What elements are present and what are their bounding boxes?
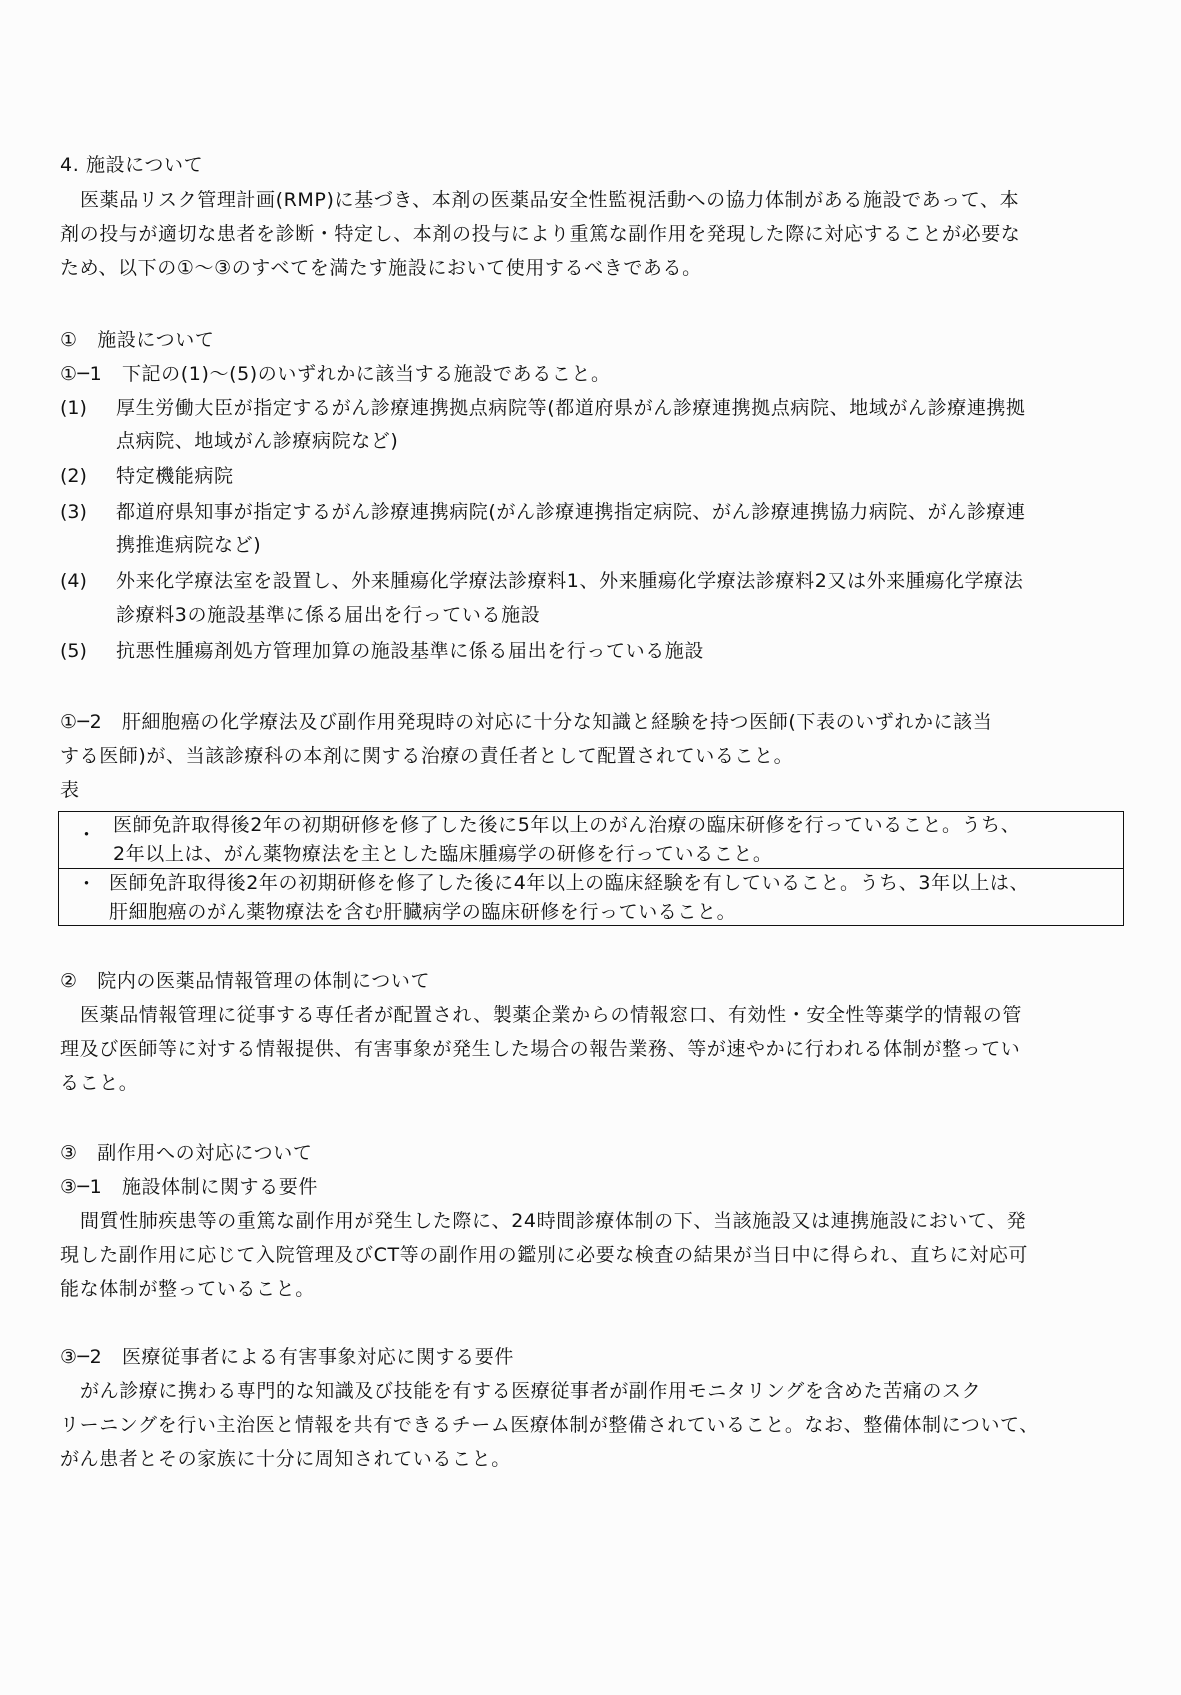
physician-requirements-table (58, 811, 1124, 926)
item-text: 特定機能病院 (116, 465, 234, 487)
table-cell-line: 医師免許取得後2年の初期研修を修了した後に4年以上の臨床経験を有していること。うち、3年以上は、 (109, 872, 1030, 894)
part1-sub1-heading: ①─1 下記の(1)～(5)のいずれかに該当する施設であること。 (60, 363, 611, 385)
part3-sub2-line-3: がん患者とその家族に十分に周知されていること。 (60, 1448, 511, 1470)
item-number: (4) (60, 570, 87, 592)
item-number: (2) (60, 465, 87, 487)
part3-sub1-line-2: 現した副作用に応じて入院管理及びCT等の副作用の鑑別に必要な検査の結果が当日中に得られ、直ちに対応可 (60, 1244, 1029, 1266)
table-cell-line: 医師免許取得後2年の初期研修を修了した後に5年以上のがん治療の臨床研修を行っていること。うち、 (113, 814, 1021, 836)
part3-sub2-line-1: がん診療に携わる専門的な知識及び技能を有する医療従事者が副作用モニタリングを含めた苦痛のスク (80, 1380, 982, 1402)
part2-line-2: 理及び医師等に対する情報提供、有害事象が発生した場合の報告業務、等が速やかに行われる体制が整ってい (60, 1038, 1021, 1060)
item-text: 点病院、地域がん診療病院など) (116, 430, 399, 452)
part3-sub1-line-3: 能な体制が整っていること。 (60, 1278, 315, 1300)
table-cell-line: 2年以上は、がん薬物療法を主とした臨床腫瘍学の研修を行っていること。 (113, 843, 773, 865)
intro-line-1: 医薬品リスク管理計画(RMP)に基づき、本剤の医薬品安全性監視活動への協力体制がある施設であって、本 (80, 189, 1020, 211)
part2-heading: ② 院内の医薬品情報管理の体制について (60, 970, 431, 992)
table-row (59, 812, 1123, 869)
item-number: (1) (60, 397, 87, 419)
item-text: 診療料3の施設基準に係る届出を行っている施設 (116, 604, 541, 626)
bullet-icon: ・ (77, 873, 97, 895)
part3-heading: ③ 副作用への対応について (60, 1142, 313, 1164)
part1-heading: ① 施設について (60, 329, 215, 351)
item-text: 抗悪性腫瘍剤処方管理加算の施設基準に係る届出を行っている施設 (116, 640, 705, 662)
part1-sub2-line-2: する医師)が、当該診療科の本剤に関する治療の責任者として配置されていること。 (60, 745, 794, 767)
item-number: (5) (60, 640, 87, 662)
table-row (59, 869, 1123, 925)
item-number: (3) (60, 501, 87, 523)
table-label: 表 (60, 779, 80, 801)
part2-line-3: ること。 (60, 1072, 139, 1094)
intro-line-3: ため、以下の①～③のすべてを満たす施設において使用するべきである。 (60, 257, 702, 279)
item-text: 携推進病院など) (116, 534, 262, 556)
item-text: 厚生労働大臣が指定するがん診療連携拠点病院等(都道府県がん診療連携拠点病院、地域がん診療連携拠 (116, 397, 1026, 419)
part3-sub2-heading: ③─2 医療従事者による有害事象対応に関する要件 (60, 1346, 514, 1368)
part3-sub1-heading: ③─1 施設体制に関する要件 (60, 1176, 318, 1198)
item-text: 都道府県知事が指定するがん診療連携病院(がん診療連携指定病院、がん診療連携協力病院、がん診療連 (116, 501, 1026, 523)
part3-sub2-line-2: リーニングを行い主治医と情報を共有できるチーム医療体制が整備されていること。なお、整備体制について、 (60, 1414, 1039, 1436)
table-cell-line: 肝細胞癌のがん薬物療法を含む肝臓病学の臨床研修を行っていること。 (109, 901, 737, 923)
section-heading: 4. 施設について (60, 154, 204, 176)
part1-sub2-line-1: ①─2 肝細胞癌の化学療法及び副作用発現時の対応に十分な知識と経験を持つ医師(下表のいずれかに該当 (60, 711, 993, 733)
intro-line-2: 剤の投与が適切な患者を診断・特定し、本剤の投与により重篤な副作用を発現した際に対応することが必要な (60, 223, 1021, 245)
item-text: 外来化学療法室を設置し、外来腫瘍化学療法診療料1、外来腫瘍化学療法診療料2又は外来腫瘍化学療法 (116, 570, 1024, 592)
part2-line-1: 医薬品情報管理に従事する専任者が配置され、製薬企業からの情報窓口、有効性・安全性等薬学的情報の管 (80, 1004, 1022, 1026)
part3-sub1-line-1: 間質性肺疾患等の重篤な副作用が発生した際に、24時間診療体制の下、当該施設又は連携施設において、発 (80, 1210, 1027, 1232)
bullet-icon: ・ (77, 824, 97, 846)
